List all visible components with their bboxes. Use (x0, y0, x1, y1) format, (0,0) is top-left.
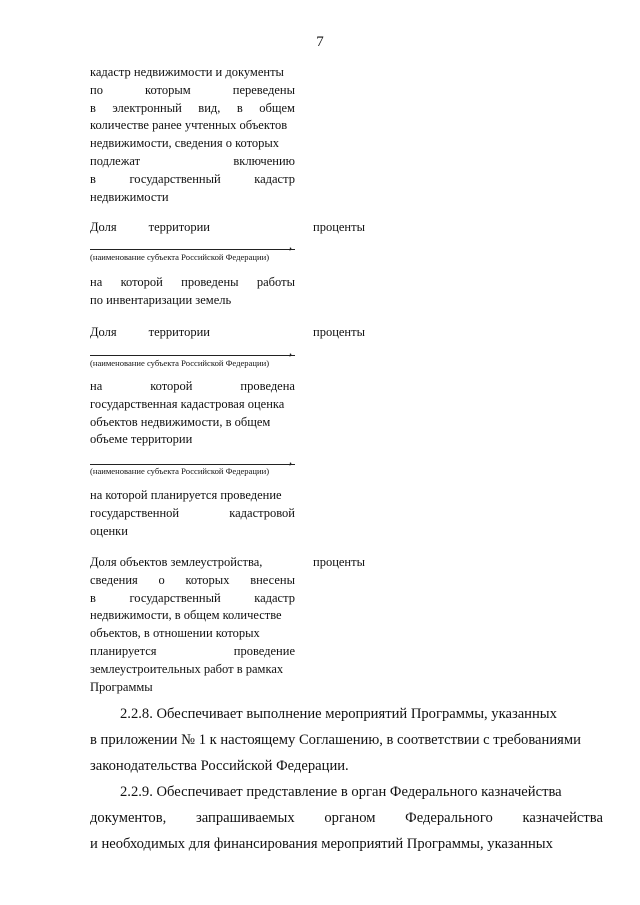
text-line: подлежат включению (90, 153, 295, 168)
fill-line (90, 464, 295, 465)
comma: , (289, 238, 293, 252)
text-line: количестве ранее учтенных объектов (90, 118, 288, 133)
text-line: недвижимости, сведения о которых (90, 136, 280, 151)
paragraph-2-2-8 (90, 701, 603, 779)
paragraph-line: и необходимых для финансирования мероприятий Программы, указанных (90, 836, 553, 852)
text-line: в государственный кадастр (90, 171, 295, 186)
text-line: кадастр недвижимости и документы (90, 65, 284, 79)
paragraph-line: в приложении № 1 к настоящему Соглашению, в соответствии с требованиями (90, 732, 581, 748)
row2-tail: на которой проведена государственная кадастровая оценка объектов недвижимости, в общем объеме территории (90, 379, 295, 447)
row2-unit: проценты (313, 325, 365, 339)
row3-unit: проценты (313, 555, 365, 569)
comma: , (289, 453, 293, 467)
subject-caption: (наименование субъекта Российской Федерации) (90, 358, 270, 368)
fill-line (90, 249, 295, 250)
row1-tail: на которой проведены работы по инвентаризации земель (90, 275, 295, 307)
paragraph-line: законодательства Российской Федерации. (90, 758, 349, 774)
text-line: по которым переведены (90, 82, 295, 97)
row2-tail2: на которой планируется проведение государственной кадастровой оценки (90, 488, 295, 538)
paragraph-2-2-9 (90, 779, 603, 857)
text-line: недвижимости (90, 189, 169, 204)
row3-text: Доля объектов землеустройства, сведения о которых внесены в государственный кадастр недвижимости, в общем количестве объектов, в отношении которых планируется проведение землеустроительных работ в рамках Программы (90, 555, 295, 694)
paragraph-line: 2.2.9. Обеспечивает представление в орган Федерального казначейства (120, 784, 562, 800)
row1-unit: проценты (313, 220, 365, 234)
comma: , (289, 344, 293, 358)
paragraph-line: документов, запрашиваемых органом Федерального казначейства (90, 810, 603, 826)
row2-label: Доля территории (90, 325, 210, 339)
row1-label: Доля территории (90, 220, 210, 234)
subject-caption: (наименование субъекта Российской Федерации) (90, 252, 270, 262)
block1-text (90, 64, 295, 206)
paragraph-line: 2.2.8. Обеспечивает выполнение мероприятий Программы, указанных (120, 706, 557, 722)
page-number: 7 (316, 34, 324, 50)
fill-line (90, 355, 295, 356)
text-line: в электронный вид, в общем (90, 100, 295, 115)
subject-caption: (наименование субъекта Российской Федерации) (90, 466, 270, 476)
